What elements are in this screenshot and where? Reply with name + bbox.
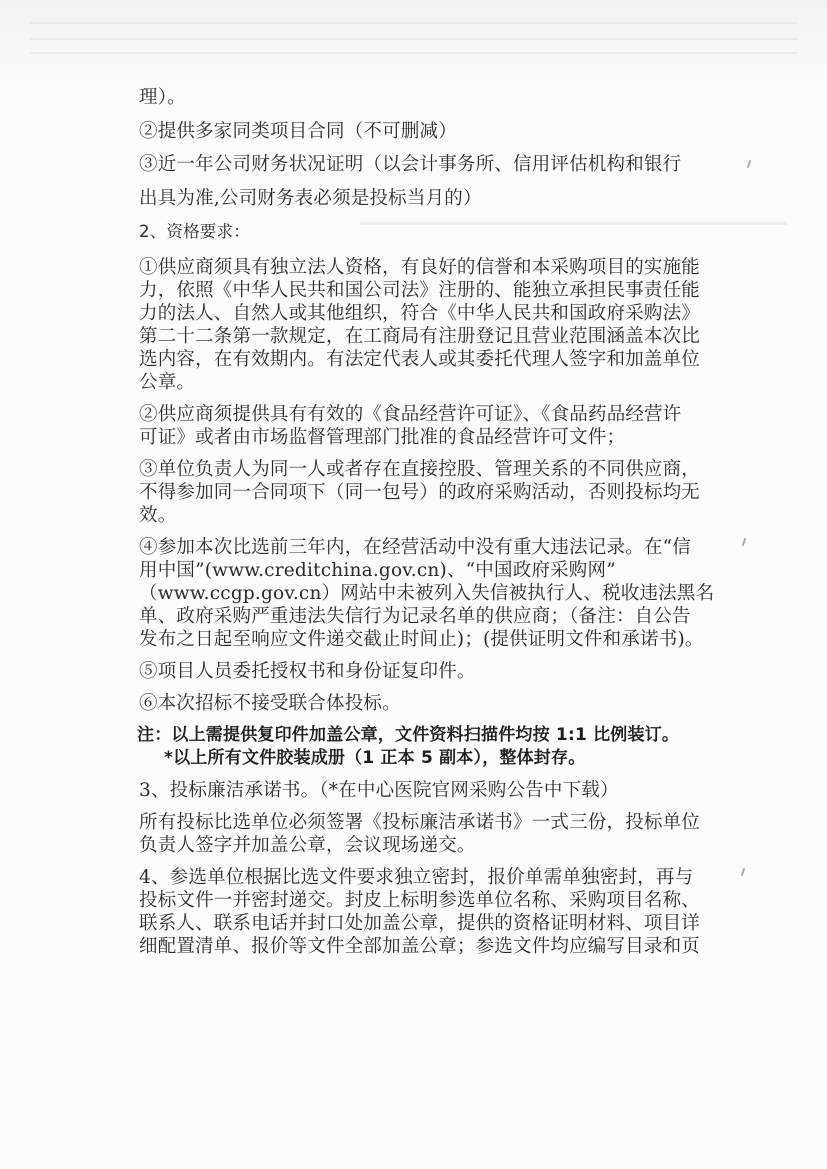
scan-bleed-through bbox=[30, 52, 797, 54]
text-line: 所有投标比选单位必须签署《投标廉洁承诺书》一式三份，投标单位 bbox=[139, 812, 701, 833]
text-line: ③单位负责人为同一人或者存在直接控股、管理关系的不同供应商， bbox=[139, 459, 701, 480]
text-line: 细配置清单、报价等文件全部加盖公章；参选文件均应编写目录和页 bbox=[139, 936, 701, 957]
text-line: 第二十二条第一款规定，在工商局有注册登记且营业范围涵盖本次比 bbox=[139, 326, 701, 347]
text-line: 出具为准,公司财务表必须是投标当月的） bbox=[139, 188, 482, 209]
sealing-requirements-paragraph bbox=[139, 866, 711, 958]
document-body bbox=[137, 86, 715, 958]
qualification-item-5: ⑤项目人员委托授权书和身份证复印件。 bbox=[139, 661, 476, 682]
list-item-contracts: ②提供多家同类项目合同（不可删减） bbox=[139, 121, 457, 142]
section-heading-integrity-pledge: 3、投标廉洁承诺书。（*在中心医院官网采购公告中下载） bbox=[139, 780, 619, 801]
text-line: 4、参选单位根据比选文件要求独立密封，报价单需单独密封，再与 bbox=[139, 867, 694, 888]
list-item-financial-statement bbox=[139, 153, 711, 210]
text-line: 选内容，在有效期内。有法定代表人或其委托代理人签字和加盖单位 bbox=[139, 349, 701, 370]
text-line: 理）。 bbox=[139, 87, 186, 108]
text-line: 负责人签字并加盖公章，会议现场递交。 bbox=[139, 835, 476, 856]
text-line: 可证》或者由市场监督管理部门批准的食品经营许可文件； bbox=[139, 427, 626, 448]
text-line: 效。 bbox=[139, 505, 177, 526]
scan-speck bbox=[747, 160, 752, 168]
integrity-pledge-paragraph bbox=[139, 811, 711, 857]
text-line: ③近一年公司财务状况证明（以会计事务所、信用评估机构和银行 bbox=[139, 154, 682, 175]
qualification-item-6: ⑥本次招标不接受联合体投标。 bbox=[139, 693, 401, 714]
text-line: ②供应商须提供具有有效的《食品经营许可证》、《食品药品经营许 bbox=[139, 404, 682, 425]
note-block bbox=[139, 724, 711, 770]
text-line: 单、政府采购严重违法失信行为记录名单的供应商；（备注：自公告 bbox=[139, 606, 691, 627]
text-line: 联系人、联系电话并封口处加盖公章，提供的资格证明材料、项目详 bbox=[139, 913, 701, 934]
scan-speck bbox=[742, 538, 747, 546]
scan-speck bbox=[741, 868, 746, 876]
text-line: 力，依照《中华人民共和国公司法》注册的、能独立承担民事责任能 bbox=[139, 280, 701, 301]
text-line: 投标文件一并密封递交。封皮上标明参选单位名称、采购项目名称、 bbox=[139, 890, 701, 911]
note-line: 注：以上需提供复印件加盖公章，文件资料扫描件均按 1:1 比例装订。 bbox=[137, 725, 680, 745]
text-line: 用中国”(www.creditchina.gov.cn)、“中国政府采购网” bbox=[139, 560, 616, 581]
text-line: ④参加本次比选前三年内，在经营活动中没有重大违法记录。在“信 bbox=[139, 537, 691, 558]
qualification-item-1 bbox=[139, 256, 711, 394]
text-line: 发布之日起至响应文件递交截止时间止)；(提供证明文件和承诺书)。 bbox=[139, 629, 704, 650]
scan-bleed-through bbox=[30, 38, 797, 40]
text-line: （www.ccgp.gov.cn）网站中未被列入失信被执行人、税收违法黑名 bbox=[139, 583, 715, 604]
text-line: 不得参加同一合同项下（同一包号）的政府采购活动，否则投标均无 bbox=[139, 482, 701, 503]
text-line: 力的法人、自然人或其他组织，符合《中华人民共和国政府采购法》 bbox=[139, 303, 701, 324]
section-heading-qualification: 2、资格要求： bbox=[139, 222, 250, 241]
qualification-item-4 bbox=[139, 536, 715, 651]
scan-bleed-through bbox=[30, 22, 797, 24]
qualification-item-3 bbox=[139, 458, 711, 527]
text-line: ①供应商须具有独立法人资格，有良好的信誉和本采购项目的实施能 bbox=[139, 257, 701, 278]
qualification-item-2 bbox=[139, 403, 711, 449]
text-line: 公章。 bbox=[139, 372, 196, 393]
note-line: *以上所有文件胶装成册（1 正本 5 副本），整体封存。 bbox=[164, 748, 586, 768]
